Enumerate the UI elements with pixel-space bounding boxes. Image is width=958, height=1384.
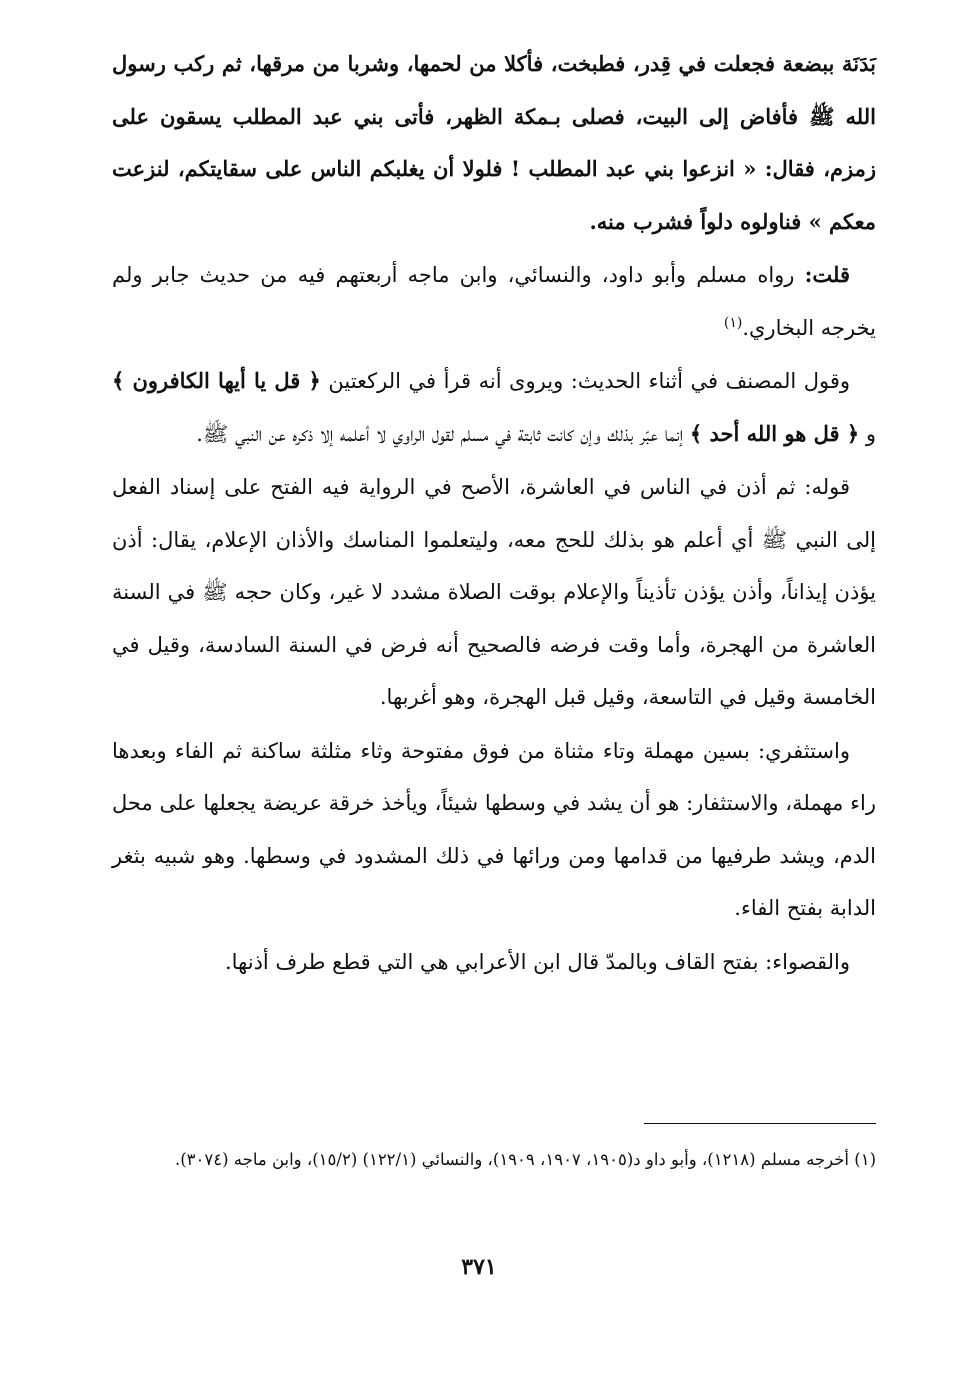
- recitation-intro: وقول المصنف في أثناء الحديث: ويروى أنه قرأ في الركعتين: [328, 369, 851, 393]
- recitation-conjunction: و: [865, 421, 876, 446]
- qult-label: قلت:: [804, 262, 850, 287]
- commentary-paragraph-qaswa: والقصواء: بفتح القاف وبالمدّ قال ابن الأعرابي هي التي قطع طرف أذنها.: [224, 949, 850, 974]
- main-text: [112, 38, 876, 988]
- footnote: (١) أخرجه مسلم (١٢١٨)، وأبو داو د(١٩٠٥، ١٩٠٧، ١٩٠٩)، والنسائي (١٢٢/١) (١٥/٢)، وابن ماجه (٣٠٧٤).: [174, 1150, 876, 1169]
- commentary-paragraph-istithfar: واستثفري: بسين مهملة وتاء مثناة من فوق مفتوحة وثاء مثلثة ساكنة ثم الفاء وبعدها راء مهملة، والاستثفار: هو أن يشد في وسطها شيئاً، ويأخذ خرقة عريضة يجعلها على محل الدم، ويشد طرفيها من قدامها ومن ورائها في ذلك المشدود في وسطها. وهو شبيه بثغر الدابة بفتح الفاء.: [112, 738, 876, 920]
- commentary-paragraph-adhan: قوله: ثم أذن في الناس في العاشرة، الأصح في الرواية فيه الفتح على إسناد الفعل إلى النبي ﷺ أي أعلم هو بذلك للحج معه، وليتعلموا المناسك والأذان الإعلام، يقال: أذن يؤذن إيذاناً، وأذن يؤذن تأذيناً والإعلام بوقت الصلاة مشدد لا غير، وكان حجه ﷺ في السنة العاشرة من الهجرة، وأما وقت فرضه فالصحيح أنه فرض في السنة السادسة، وقيل في الخامسة وقيل في التاسعة، وقيل قبل الهجرة، وهو أغربها.: [112, 475, 876, 709]
- footnote-reference[interactable]: (١): [723, 314, 743, 331]
- hadith-paragraph: بَدَنَة ببضعة فجعلت في قِدر، فطبخت، فأكلا من لحمها، وشربا من مرقها، ثم ركب رسول الله ﷺ فأفاض إلى البيت، فصلى بـمكة الظهر، فأتى بني عبد المطلب يسقون على زمزم، فقال: « انزعوا بني عبد المطلب ! فلولا أن يغلبكم الناس على سقايتكم، لنزعت معكم » فناولوه دلواً فشرب منه.: [112, 51, 876, 234]
- commentary-paragraph-qult: [112, 249, 876, 354]
- quran-quote-ikhlas: ﴿ قل هو الله أحد ﴾: [689, 420, 860, 446]
- footnote-separator: [644, 1123, 876, 1124]
- commentary-paragraph-recitation: [112, 355, 876, 460]
- page-number: ٣٧١: [461, 1254, 497, 1280]
- quran-quote-kafirun: ﴿ قل يا أيها الكافرون ﴾: [112, 368, 321, 393]
- qult-text: رواه مسلم وأبو داود، والنسائي، وابن ماجه أربعتهم فيه من حديث جابر ولم يخرجه البخاري.: [112, 263, 876, 340]
- recitation-explanation: إنما عبّر بذلك وإن كانت ثابتة في مسلم لقول الراوي لا أعلمه إلا ذكره عن النبي ﷺ.: [196, 421, 684, 446]
